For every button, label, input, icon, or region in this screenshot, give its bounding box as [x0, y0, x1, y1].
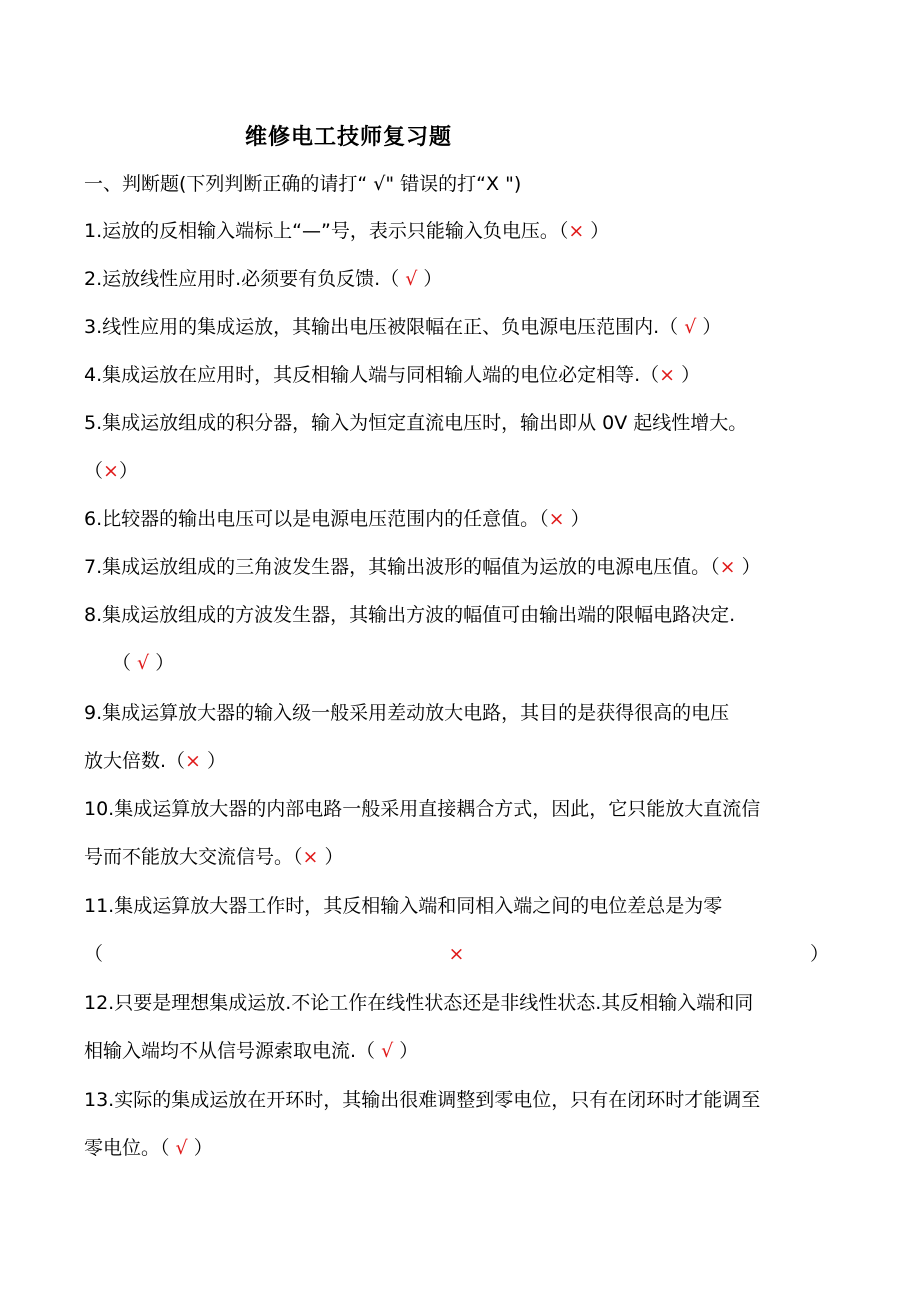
- close-paren: ）: [393, 1040, 419, 1062]
- question-13-answer: [84, 1139, 213, 1158]
- question-8: 8.集成运放组成的方波发生器，其输出方波的幅值可由输出端的限幅电路决定.: [84, 604, 736, 626]
- question-13: 13.实际的集成运放在开环时，其输出很难调整到零电位，只有在闭环时才能调至: [84, 1089, 761, 1111]
- continuation-text: 号而不能放大交流信号。（: [84, 846, 303, 868]
- answer-mark: ×: [659, 364, 676, 386]
- close-paren: ）: [564, 508, 590, 530]
- question-5-answer: [84, 462, 138, 481]
- question-6: [84, 510, 590, 529]
- question-1: [84, 222, 609, 241]
- page-title: 维修电工技师复习题: [245, 125, 453, 150]
- open-paren: （: [112, 652, 138, 674]
- question-3: [84, 318, 721, 337]
- answer-mark: ×: [185, 750, 201, 772]
- question-7: [84, 558, 761, 577]
- answer-mark: ×: [103, 460, 119, 482]
- close-paren: ）: [696, 316, 722, 338]
- answer-mark: ×: [302, 846, 319, 868]
- question-4: [84, 366, 700, 385]
- question-10-answer: [84, 848, 343, 867]
- question-text: 1.运放的反相输入端标上“—”号，表示只能输入负电压。（: [84, 220, 569, 242]
- question-text: 7.集成运放组成的三角波发生器，其输出波形的幅值为运放的电源电压值。（: [84, 556, 720, 578]
- close-paren: ）: [417, 268, 443, 290]
- answer-mark: ×: [568, 220, 585, 242]
- question-9-answer: [84, 752, 226, 771]
- question-8-answer: [112, 654, 174, 673]
- question-10: 10.集成运算放大器的内部电路一般采用直接耦合方式，因此，它只能放大直流信: [84, 798, 761, 820]
- answer-mark: ×: [448, 943, 465, 965]
- continuation-text: 相输入端均不从信号源索取电流.（: [84, 1040, 382, 1062]
- question-text: 4.集成运放在应用时，其反相输人端与同相输人端的电位必定相等.（: [84, 364, 660, 386]
- close-paren: ）: [318, 846, 344, 868]
- question-text: 6.比较器的输出电压可以是电源电压范围内的任意值。（: [84, 508, 549, 530]
- question-11-answer: [84, 945, 829, 964]
- question-9: 9.集成运算放大器的输入级一般采用差动放大电路，其目的是获得很高的电压: [84, 702, 730, 724]
- continuation-text: 放大倍数.（: [84, 750, 186, 772]
- close-paren: ）: [187, 1137, 213, 1159]
- open-paren: （: [84, 943, 104, 965]
- close-paren: ）: [149, 652, 175, 674]
- answer-mark: √: [137, 652, 150, 674]
- answer-mark: ×: [548, 508, 565, 530]
- open-paren: （: [84, 460, 104, 482]
- question-12-answer: [84, 1042, 418, 1061]
- close-paren: ）: [809, 943, 829, 965]
- close-paren: ）: [118, 460, 138, 482]
- close-paren: ）: [735, 556, 761, 578]
- answer-mark: ×: [719, 556, 736, 578]
- question-5: 5.集成运放组成的积分器，输入为恒定直流电压时，输出即从 0V 起线性增大。: [84, 412, 748, 434]
- question-text: 2.运放线性应用时.必须要有负反馈.（: [84, 268, 406, 290]
- question-2: [84, 270, 442, 289]
- answer-mark: √: [684, 316, 697, 338]
- answer-mark: √: [405, 268, 418, 290]
- question-12: 12.只要是理想集成运放.不论工作在线性状态还是非线性状态.其反相输入端和同: [84, 992, 754, 1014]
- answer-mark: √: [381, 1040, 394, 1062]
- question-text: 3.线性应用的集成运放，其输出电压被限幅在正、负电源电压范围内.（: [84, 316, 685, 338]
- section-heading: 一、判断题(下列判断正确的请打“ √" 错误的打“X "): [84, 173, 522, 195]
- close-paren: ）: [200, 750, 227, 772]
- close-paren: ）: [584, 220, 610, 242]
- continuation-text: 零电位。（: [84, 1137, 176, 1159]
- question-11: 11.集成运算放大器工作时，其反相输入端和同相入端之间的电位差总是为零: [84, 895, 723, 917]
- close-paren: ）: [675, 364, 701, 386]
- answer-mark: √: [175, 1137, 188, 1159]
